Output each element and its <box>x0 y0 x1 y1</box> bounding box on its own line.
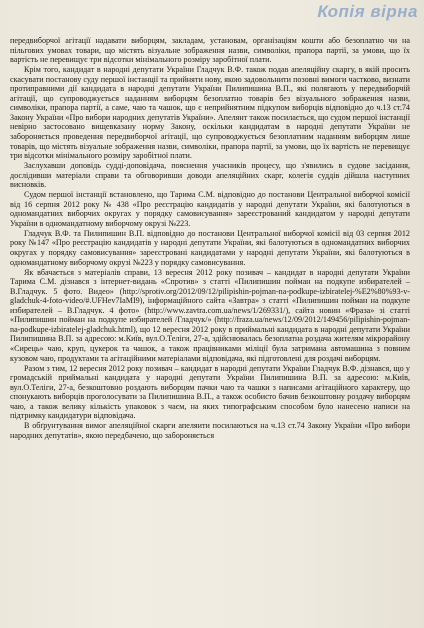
paragraph-8: В обґрунтування вимог апеляційної скарги апеляити посилаються на ч.13 ст.74 Закону України «Про вибори народних депутатів», якою передбачено, що забороняється <box>10 421 410 440</box>
paragraph-5: Гладчук В.Ф. та Пилипишин В.П. відповідно до постанови Центральної виборчої комісії від 03 серпня 2012 року №147 «Про реєстрацію кандидатів у народні депутати України, які балотуються в одномандатних виборчих округах у порядку самовисування» зареєстровані кандидатами у народні депутати України, які балотуються в одномандатному виборчому окрузі №223 у порядку самовисування. <box>10 228 410 267</box>
paragraph-2: Крім того, кандидат в народні депутати України Гладчук В.Ф. також подав апеляційну скаргу, в якій просить скасувати постанову суду першої інстанції та прийняти нову, якою задовольнити позовні вимоги частково, визнати протиправними дії кандидата в народні депутати України Пилипишина В.П., які полягають у передвиборчій агітації, що супроводжується наданням виборцям безоплатно товарів без візуального зображення назви, символіки, прапора партії, а саме, чаю та чашок, що є неприйнятним підкупом виборців відповідно до ч.13 ст.74 Закону України «Про вибори народних депутатів України». Апелянт також посилається, що судом першої інстанції невірно застосовано вищевказану норму Закону, оскільки кандидатам в народні депутати України не забороняється проведення передвиборчої агітації, що супроводжується безоплатним наданням виборцям лише товарів, що містять візуальне зображення назви, символіки, прапора партії, за умови, що їх вартість не перевищує три відсотки мінімального розміру заробітної плати. <box>10 65 410 161</box>
document-body <box>10 36 410 440</box>
paragraph-1: передвиборчої агітації надавати виборцям, закладам, установам, організаціям кошти або безоплатно чи на пільгових умовах товари, що містять візуальне зображення назви, символіки, прапора партії, за умови, що їх вартість не перевищує три відсотки мінімального розміру заробітної плати. <box>10 36 410 65</box>
paragraph-3: Заслухавши доповідь судді-доповідача, пояснення учасників процесу, що з'явились в судове засідання, дослідивши матеріали справи та обговоривши доводи апеляційних скарг, колегія суддів дійшла наступних висновків. <box>10 161 410 190</box>
paragraph-6: Як вбачається з матеріалів справи, 13 вересня 2012 року позивач – кандидат в народні депутати України Тарима С.М. дізнався з інтернет-видань «Спротив» з статті «Пилипишин пойман на подкупе избирателей – В.Гладчук. 5 фото. Видео» (http://sprotiv.org/2012/09/12/pilipishin-pojman-na-podkupe-izbiratelej-%E2%80%93-v-gladchuk-4-foto-video/#.UFHev7IaMI9), інформаційного сайта «Завтра» з статті «Пилипишин пойман на подкупе избирателей – В.Гладчук. 4 фото» (http://www.zavtra.com.ua/news/1/269331/), сайта новин «Фраза» зі статті «Пилипишин пойман на подкупе избирателей /Гладчук/» (http://fraza.ua/news/12/09/2012/149456/pilipishin-pojman-na-podkupe-izbiratelej-gladchuk.html), що 12 вересня 2012 року в приймальні кандидата в народні депутати України Пилипишина В.П. за адресою: м.Київ, вул.О.Теліги, 27-а, здійснювалась безоплатна роздача жителям мікрорайону «Сирець» чаю, круп, цукерок та чашок, а також працівниками міліції була затримана автомашина з повним кузовом чаю, продуктами та агітаційними матеріалами відповідача, які підготовлені для роздачі виборцям. <box>10 267 410 363</box>
paragraph-7: Разом з тим, 12 вересня 2012 року позивач – кандидат в народні депутати України Гладчук В.Ф. дізнався, що у громадській приймальні кандидата у народні депутати України Пилипишина В.П. за адресою: м.Київ, вул.О.Теліги, 27-а, безкоштовно роздають виборцям пачки чаю та чашки з написами агітаційного характеру, що спонукають виборців проголосувати за Пилипишина В.П., а також особисто бачив безкоштовну роздачу виборцям чаю, а також велику кількість упаковок з чаєм, на яких типографським способом було нанесено написи на підтримку кандидатури відповідача. <box>10 363 410 421</box>
paragraph-4: Судом першої інстанції встановлено, що Тарима С.М. відповідно до постанови Центральної виборчої комісії від 16 серпня 2012 року № 438 «Про реєстрацію кандидатів у народні депутати України, які балотуються в одномандатних виборчих округах у порядку самовисування» зареєстрований кандидатом у народні депутати України в одномандатному виборчому окрузі №223. <box>10 190 410 228</box>
copy-certified-stamp: Копія вірна <box>317 2 418 21</box>
